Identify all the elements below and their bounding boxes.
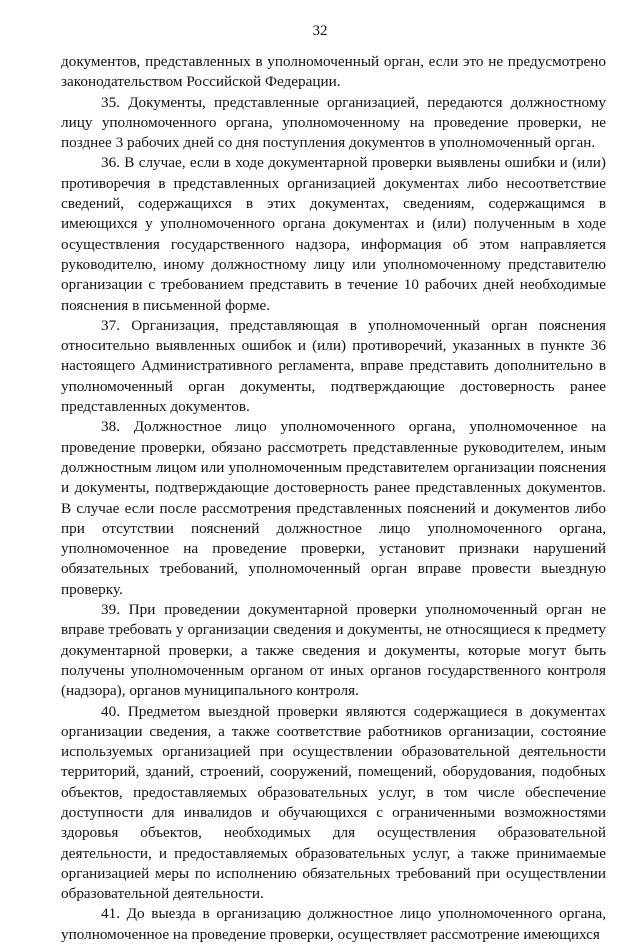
paragraph-37: 37. Организация, представляющая в уполномоченный орган пояснения относительно выявленных ошибок и (или) противоречий, указанных в пункте 36 настоящего Административного регламента, вправе представить дополнительно в уполномоченный орган документы, подтверждающие достоверность ранее представленных документов. bbox=[61, 316, 606, 416]
paragraph-36: 36. В случае, если в ходе документарной проверки выявлены ошибки и (или) противоречия в представленных организацией документах либо несоответствие сведений, содержащихся в этих документах, сведениям, содержащимся в имеющихся у уполномоченного органа документах и (или) полученным в ходе осуществления государственного надзора, информация об этом направляется руководителю, иному должностному лицу или уполномоченному представителю организации с требованием представить в течение 10 рабочих дней необходимые пояснения в письменной форме. bbox=[61, 154, 606, 314]
paragraph-39: 39. При проведении документарной проверки уполномоченный орган не вправе требовать у организации сведения и документы, не относящиеся к предмету документарной проверки, а также сведения и документы, которые могут быть получены уполномоченным органом от иных органов государственного контроля (надзора), органов муниципального контроля. bbox=[61, 601, 606, 700]
document-body bbox=[61, 52, 606, 945]
page-number: 32 bbox=[312, 23, 328, 39]
paragraph-41: 41. До выезда в организацию должностное лицо уполномоченного органа, уполномоченное на проведение проверки, осуществляет рассмотрение имеющихся bbox=[61, 905, 606, 943]
paragraph-continuation: документов, представленных в уполномоченный орган, если это не предусмотрено законодательством Российской Федерации. bbox=[61, 53, 606, 91]
paragraph-40: 40. Предметом выездной проверки являются содержащиеся в документах организации сведения, а также соответствие работников организации, состояние используемых организацией при осуществлении образовательной деятельности территорий, зданий, строений, сооружений, помещений, оборудования, подобных объектов, предоставляемых образовательных услуг, в том числе обеспечение доступности для инвалидов и обучающихся с ограниченными возможностями здоровья объектов, необходимых для осуществления образовательной деятельности, и предоставляемых образовательных услуг, а также принимаемые организацией меры по исполнению обязательных требований при осуществлении образовательной деятельности. bbox=[61, 702, 606, 903]
paragraph-35: 35. Документы, представленные организацией, передаются должностному лицу уполномоченного органа, уполномоченному на проведение проверки, не позднее 3 рабочих дней со дня поступления документов в уполномоченный орган. bbox=[61, 93, 606, 152]
paragraph-38: 38. Должностное лицо уполномоченного органа, уполномоченное на проведение проверки, обязано рассмотреть представленные руководителем, иным должностным лицом или уполномоченным представителем организации пояснения и документы, подтверждающие достоверность ранее представленных документов. В случае если после рассмотрения представленных пояснений и документов либо при отсутствии пояснений должностное лицо уполномоченного органа, уполномоченное на проведение проверки, установит признаки нарушений обязательных требований, уполномоченный орган вправе провести выездную проверку. bbox=[61, 418, 606, 598]
